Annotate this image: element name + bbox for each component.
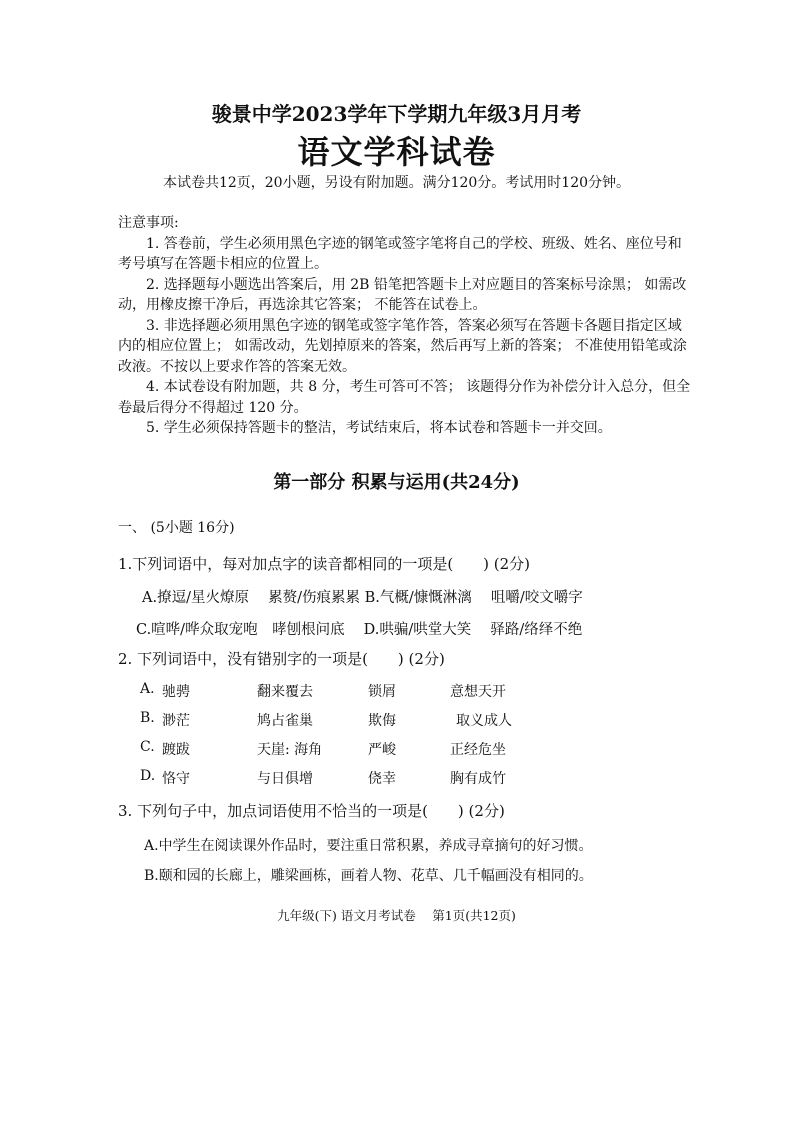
note-item: 4. 本试卷设有附加题，共 8 分，考生可答可不答； 该题得分作为补偿分计入总分，但全卷最后得分不得超过 120 分。 — [118, 379, 691, 416]
note-item: 5. 学生必须保持答题卡的整洁，考试结束后，将本试卷和答题卡一并交回。 — [146, 420, 612, 436]
q1-options-row-1: A.撩逗/星火燎原 累赘/伤痕累累 B.气概/慷慨淋漓 咀嚼/咬文嚼字 — [142, 590, 583, 606]
q2-word: 天崖: 海角 — [257, 742, 323, 758]
q3-option-b: B.颐和园的长廊上，雕梁画栋，画着人物、花草、几千幅画没有相同的。 — [144, 868, 593, 884]
q2-word: 锁屑 — [368, 684, 396, 700]
q2-word: 胸有成竹 — [450, 771, 506, 787]
notes-heading: 注意事项: — [118, 215, 179, 231]
q2-word: 踱跋 — [162, 742, 190, 758]
q2-word: 渺茫 — [162, 713, 190, 729]
q2-word: 恪守 — [162, 771, 190, 787]
q2-word: 正经危坐 — [450, 742, 506, 758]
q2-word: 鸠占雀巢 — [257, 713, 313, 729]
note-item: 3. 非选择题必须用黑色字迹的钢笔或签字笔作答，答案必须写在答题卡各题目指定区域内的相应位置上； 如需改动，先划掉原来的答案，然后再写上新的答案； 不准使用铅笔或涂改液。不按以上要求作答的答案无效。 — [118, 317, 687, 375]
notes-block — [118, 213, 693, 439]
q2-stem: 2. 下列词语中，没有错别字的一项是( ) (2分) — [118, 650, 445, 668]
q2-option-letter: B. — [140, 710, 155, 726]
q2-word: 意想天开 — [450, 684, 506, 700]
q2-word: 翻来覆去 — [257, 684, 313, 700]
q2-word: 取义成人 — [456, 713, 512, 729]
q2-word: 与日俱增 — [257, 771, 313, 787]
exam-intro: 本试卷共12页，20小题，另设有附加题。满分120分。考试用时120分钟。 — [162, 175, 631, 191]
exam-title: 骏景中学2023学年下学期九年级3月月考 — [211, 102, 582, 126]
q1-stem: 1.下列词语中，每对加点字的读音都相同的一项是( ) (2分) — [118, 555, 531, 573]
q1-options-row-2: C.喧哗/哗众取宠咆 哮刨根问底 D.哄骗/哄堂大笑 驿路/络绎不绝 — [136, 622, 583, 638]
page-footer: 九年级(下) 语文月考试卷 第1页(共12页) — [277, 908, 516, 923]
q2-word: 侥幸 — [368, 771, 396, 787]
q2-option-letter: A. — [140, 681, 155, 697]
note-item: 1. 答卷前，学生必须用黑色字迹的钢笔或签字笔将自己的学校、班级、姓名、座位号和考号填写在答题卡相应的位置上。 — [118, 235, 682, 272]
q2-word: 欺侮 — [368, 713, 396, 729]
part1-title: 第一部分 积累与运用(共24分) — [273, 472, 520, 493]
q3-stem: 3. 下列句子中，加点词语使用不恰当的一项是( ) (2分) — [118, 802, 505, 820]
q2-word: 驰骋 — [162, 684, 190, 700]
q3-option-a: A.中学生在阅读课外作品时，要注重日常积累，养成寻章摘句的好习惯。 — [144, 838, 593, 854]
q2-word: 严峻 — [368, 742, 396, 758]
section-heading: 一、 (5小题 16分) — [118, 520, 235, 536]
note-item: 2. 选择题每小题选出答案后，用 2B 铅笔把答题卡上对应题目的答案标号涂黑； 如需改动，用橡皮擦干净后，再选涂其它答案； 不能答在试卷上。 — [118, 276, 687, 313]
q2-option-letter: C. — [140, 739, 155, 755]
exam-subtitle: 语文学科试卷 — [297, 133, 496, 171]
q2-option-letter: D. — [140, 768, 156, 784]
